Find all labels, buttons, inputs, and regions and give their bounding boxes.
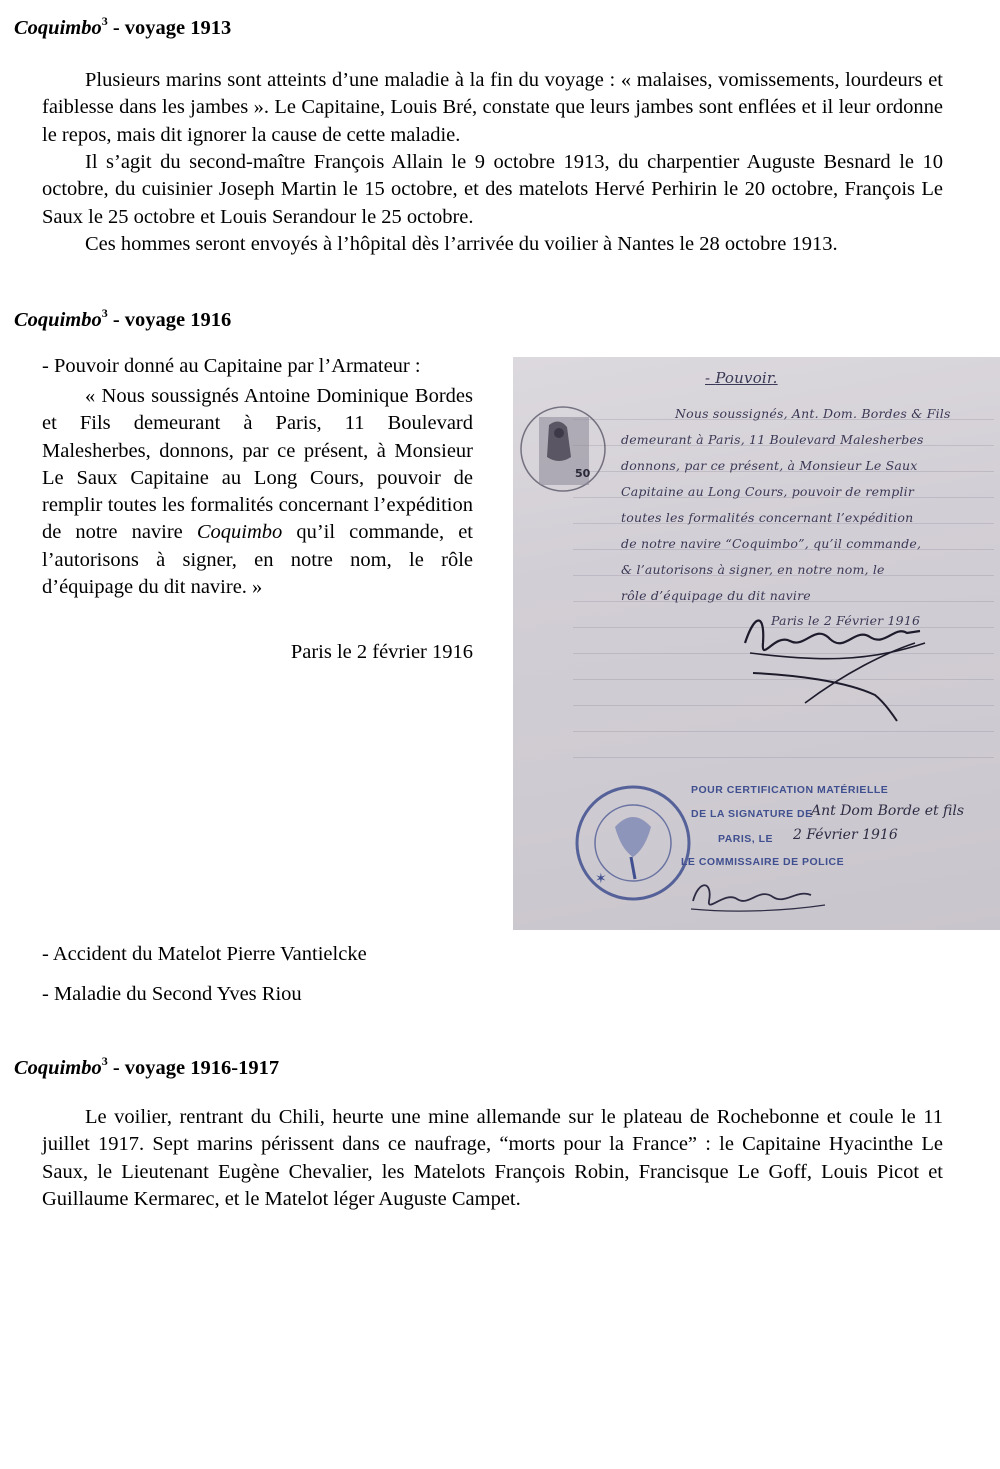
section-heading-1913	[14, 14, 232, 40]
list-item-accident: - Accident du Matelot Pierre Vantielcke	[42, 943, 367, 965]
ship-name: Coquimbo	[14, 1057, 102, 1079]
svg-text:✶: ✶	[595, 871, 607, 887]
photo-line-7: & l’autorisons à signer, en notre nom, le	[621, 562, 885, 577]
paragraph-1917: Le voilier, rentrant du Chili, heurte une mine allemande sur le plateau de Rochebonne et coule le 11 juillet 1917. Sept marins périssent dans ce naufrage, “morts pour la France” : le Capitaine Hyacinthe Le Saux, le Lieutenant Eugène Chevalier, les Matelots François Robin, Francisque Le Goff, Louis Picot et Guillaume Kermarec, et le Matelot léger Auguste Campet.	[42, 1106, 943, 1210]
photo-line-4: Capitaine au Long Cours, pouvoir de remplir	[621, 484, 914, 499]
footnote-ref: 3	[101, 1054, 108, 1068]
photo-line-3: donnons, par ce présent, à Monsieur Le Saux	[621, 458, 918, 473]
paragraph-1913-3: Ces hommes seront envoyés à l’hôpital dès l’arrivée du voilier à Nantes le 28 octobre 1913.	[85, 233, 838, 255]
stamp-line-3: PARIS, LE	[718, 833, 774, 845]
photo-line-9: Paris le 2 Février 1916	[771, 613, 921, 628]
quote-date: Paris le 2 février 1916	[290, 641, 473, 663]
paragraph-1913-2: Il s’agit du second-maître François Allain le 9 octobre 1913, du charpentier Auguste Besnard le 10 octobre, du cuisinier Joseph Martin le 15 octobre, et des matelots Hervé Perhirin le 20 octobre, François Le Saux le 25 octobre et Louis Serandour le 25 octobre.	[42, 151, 943, 228]
pouvoir-quote: « Nous soussignés Antoine Dominique Bordes et Fils demeurant à Paris, 11 Boulevard Malesherbes, donnons, par ce présent, à Monsieur Le Saux Capitaine au Long Cours, pouvoir de remplir toutes les formalités concernant l’expédition de notre navire Coquimbo qu’il commande, et l’autorisons à signer, en notre nom, le rôle d’équipage du dit navire. »	[42, 385, 473, 599]
ship-name: Coquimbo	[14, 17, 102, 39]
list-item-maladie: - Maladie du Second Yves Riou	[42, 983, 302, 1005]
stamp-handwriting-2: 2 Février 1916	[793, 827, 898, 843]
quote-ship-name: Coquimbo	[196, 521, 283, 544]
pouvoir-label: - Pouvoir donné au Capitaine par l’Armateur :	[42, 355, 421, 377]
fiscal-stamp-icon	[519, 403, 607, 497]
paragraph-1913-1: Plusieurs marins sont atteints d’une maladie à la fin du voyage : « malaises, vomissements, lourdeurs et faiblesse dans les jambes ». Le Capitaine, Louis Bré, constate que leurs jambes sont enflées et il leur ordonne le repos, mais dit ignorer la cause de cette maladie.	[42, 69, 943, 146]
heading-rest: - voyage 1916-1917	[107, 1057, 280, 1079]
stamp-line-1: POUR CERTIFICATION MATÉRIELLE	[691, 784, 889, 796]
commissaire-signature-icon	[685, 871, 835, 919]
stamp-line-4: LE COMMISSAIRE DE POLICE	[681, 856, 845, 868]
police-seal-icon	[573, 777, 693, 907]
ship-name: Coquimbo	[14, 309, 102, 331]
photo-line-8: rôle d’équipage du dit navire	[621, 588, 811, 603]
heading-rest: - voyage 1913	[107, 17, 232, 39]
photo-line-2: demeurant à Paris, 11 Boulevard Malesherbes	[621, 432, 924, 447]
document-photo	[513, 357, 1000, 930]
stamp-line-2: DE LA SIGNATURE DE	[691, 808, 813, 820]
footnote-ref: 3	[101, 14, 108, 28]
svg-text:50: 50	[575, 467, 591, 480]
photo-line-6: de notre navire “Coquimbo”, qu’il commande,	[621, 536, 922, 551]
photo-line-1: Nous soussignés, Ant. Dom. Bordes & Fils	[675, 406, 951, 421]
signature-icon	[735, 603, 935, 723]
photo-title: - Pouvoir.	[705, 369, 778, 387]
section-heading-1916-1917	[14, 1054, 280, 1080]
stamp-handwriting-1: Ant Dom Borde et fils	[811, 803, 965, 819]
heading-rest: - voyage 1916	[107, 309, 232, 331]
section-heading-1916	[14, 306, 232, 332]
photo-line-5: toutes les formalités concernant l’expédition	[621, 510, 914, 525]
footnote-ref: 3	[101, 306, 108, 320]
